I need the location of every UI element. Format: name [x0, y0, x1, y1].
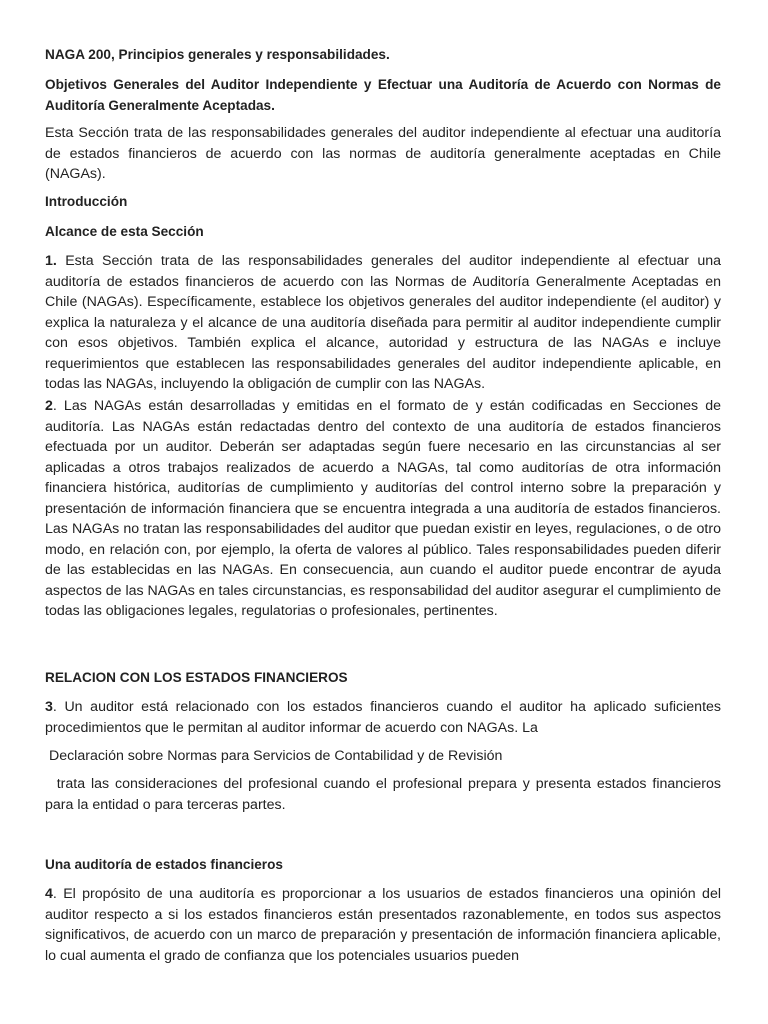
heading-introduccion: Introducción — [45, 194, 128, 209]
paragraph-1 — [45, 251, 721, 395]
paragraph-3-declaracion: Declaración sobre Normas para Servicios de Contabilidad y de Revisión — [45, 748, 503, 764]
paragraph-2-text: . Las NAGAs están desarrolladas y emitidas en el formato de y están codificadas en Secciones de auditoría. Las NAGAs están redactadas dentro del contexto de una auditoría de estados financieros efectuada por un auditor. Deberán ser adaptadas según fuere necesario en las circunstancias al ser aplicadas a otros trabajos realizados de acuerdo a NAGAs, tal como auditorías de otra información financiera histórica, auditorías de cumplimiento y auditorías del control interno sobre la preparación y presentación de información financiera que se encuentra integrada a una auditoría de estados financieros. Las NAGAs no tratan las responsabilidades del auditor que puedan existir en leyes, regulaciones, o de otro modo, en relación con, por ejemplo, la oferta de valores al público. Tales responsabilidades pueden diferir de las establecidas en las NAGAs. En consecuencia, aun cuando el auditor puede encontrar de ayuda aspectos de las NAGAs en tales circunstancias, es responsabilidad del auditor asegurar el cumplimiento de todas las obligaciones legales, regulatorias o profesionales, pertinentes. — [45, 398, 721, 619]
heading-alcance: Alcance de esta Sección — [45, 224, 204, 239]
paragraph-3-continuation: trata las consideraciones del profesional cuando el profesional prepara y presenta estados financieros para la entidad o para terceras partes. — [45, 776, 725, 813]
paragraph-3-text: . Un auditor está relacionado con los estados financieros cuando el auditor ha aplicado suficientes procedimientos que le permitan al auditor informar de acuerdo con NAGAs. La — [45, 699, 721, 736]
document-subtitle: Objetivos Generales del Auditor Independiente y Efectuar una Auditoría de Acuerdo con Normas de Auditoría Generalmente Aceptadas. — [45, 77, 721, 113]
paragraph-3 — [45, 697, 721, 738]
paragraph-4 — [45, 884, 721, 966]
paragraph-1-number: 1. — [45, 253, 57, 269]
document-title: NAGA 200, Principios generales y responsabilidades. — [45, 47, 390, 62]
paragraph-1-text: Esta Sección trata de las responsabilidades generales del auditor independiente al efectuar una auditoría de estados financieros de acuerdo con las Normas de Auditoría Generalmente Aceptadas en Chile (NAGAs). Específicamente, establece los objetivos generales del auditor independiente (el auditor) y explica la naturaleza y el alcance de una auditoría diseñada para permitir al auditor independiente cumplir con esos objetivos. También explica el alcance, autoridad y estructura de las NAGAs e incluye requerimientos que establecen las responsabilidades generales del auditor independiente aplicable, en todas las NAGAs, incluyendo la obligación de cumplir con las NAGAs. — [45, 253, 721, 392]
document-page — [45, 0, 725, 1024]
paragraph-4-number: 4 — [45, 886, 53, 902]
intro-paragraph: Esta Sección trata de las responsabilidades generales del auditor independiente al efectuar una auditoría de estados financieros de acuerdo con las normas de auditoría generalmente aceptadas en Chile (NAGAs). — [45, 125, 721, 182]
paragraph-2 — [45, 396, 721, 622]
heading-relacion: RELACION CON LOS ESTADOS FINANCIEROS — [45, 670, 348, 685]
paragraph-2-number: 2 — [45, 398, 53, 414]
paragraph-3-number: 3 — [45, 699, 53, 715]
paragraph-4-text: . El propósito de una auditoría es proporcionar a los usuarios de estados financieros una opinión del auditor respecto a si los estados financieros están presentados razonablemente, en todos sus aspectos significativos, de acuerdo con un marco de preparación y presentación de información financiera aplicable, lo cual aumenta el grado de confianza que los potenciales usuarios pueden — [45, 886, 721, 964]
heading-auditoria: Una auditoría de estados financieros — [45, 857, 283, 872]
